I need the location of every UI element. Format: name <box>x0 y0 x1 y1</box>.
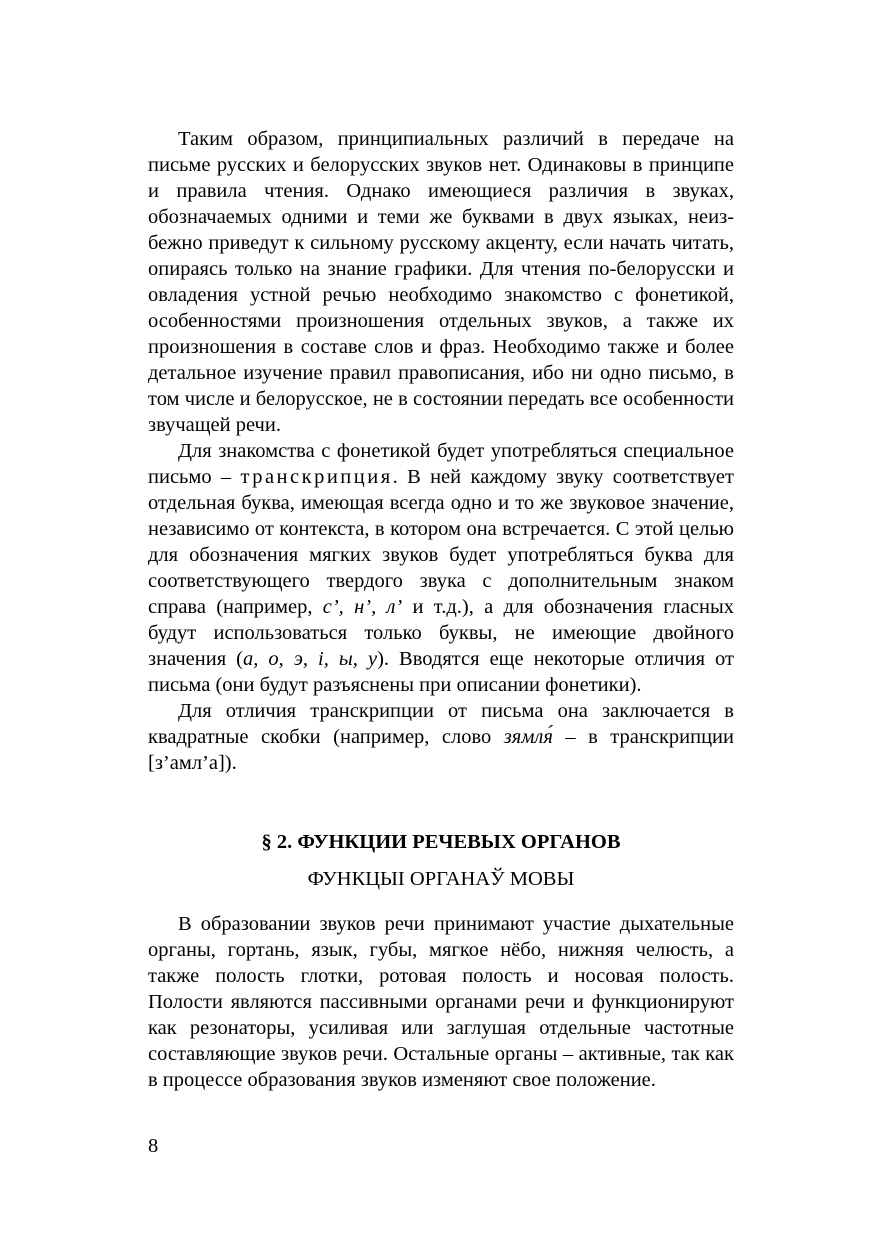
section-title: § 2. ФУНКЦИИ РЕЧЕВЫХ ОРГАНОВ <box>261 831 621 853</box>
paragraph-transcription <box>148 438 734 698</box>
paragraph-speech-organs: В образовании звуков речи принимают участие дыхательные органы, гортань, язык, губы, мягкое нёбо, нижняя челюсть, а также полость глотки, ротовая полость и носовая полость. Полости являются пассивными органами речи и функционируют как резонаторы, усиливая или заглушая отдельные частотные составляющие звуков речи. Остальные органы – активные, так как в процессе образования звуков изменяют свое положение. <box>148 913 734 1091</box>
paragraph-brackets <box>148 698 734 776</box>
transcription-term: транскрипция <box>240 466 393 488</box>
example-word: зямля́ <box>503 726 553 748</box>
paragraph-transcription-part4: ). Вводятся еще некоторые отличия от письма (они будут разъяснены при описании фонетики). <box>148 648 734 696</box>
vowel-examples: а, о, э, і, ы, у <box>243 648 378 670</box>
paragraph-brackets-part1: Для отличия транскрипции от письма она заключается в квадратные скобки (например, слово <box>148 700 734 748</box>
paragraph-graphics: Таким образом, принципиальных различий в передаче на письме русских и белорусских звуков нет. Одинаковы в принципе и правила чтения. Однако имеющиеся различия в звуках, обозначаемых одними и теми же буквами в двух языках, неизбежно приведут к сильному русскому акценту, если начать читать, опираясь только на знание графики. Для чтения по-белорусски и овладения устной речью необходимо знакомство с фонетикой, особенностями произношения отдельных звуков, а также их произношения в составе слов и фраз. Необходимо также и более детальное изучение правил правописания, ибо ни одно письмо, в том числе и белорусское, не в состоянии передать все особенности звучащей речи. <box>148 128 734 436</box>
paragraph-brackets-part2: – в транскрипции [з’амл’а]). <box>148 726 735 774</box>
paragraph-transcription-part2: . В ней каждому звуку соответствует отдельная буква, имеющая всегда одно и то же звуковое значение, независимо от контекста, в котором она встречается. С этой целью для обозначения мягких звуков будет употребляться буква для соответствующего твердого звука с дополнительным знаком справа (например, <box>148 466 734 618</box>
paragraph-transcription-part3: и т.д.), а для обозначения гласных будут использоваться только буквы, не имеющие двойного значения ( <box>148 596 734 670</box>
intro-text-block <box>148 126 734 776</box>
soft-consonant-examples: с’, н’, л’ <box>322 596 403 618</box>
section-subtitle: ФУНКЦЫІ ОРГАНАЎ МОВЫ <box>307 868 575 890</box>
section-text-block <box>148 911 734 1093</box>
page-number: 8 <box>148 1135 159 1157</box>
paragraph-transcription-part1: Для знакомства с фонетикой будет употребляться специальное письмо – <box>148 440 734 488</box>
